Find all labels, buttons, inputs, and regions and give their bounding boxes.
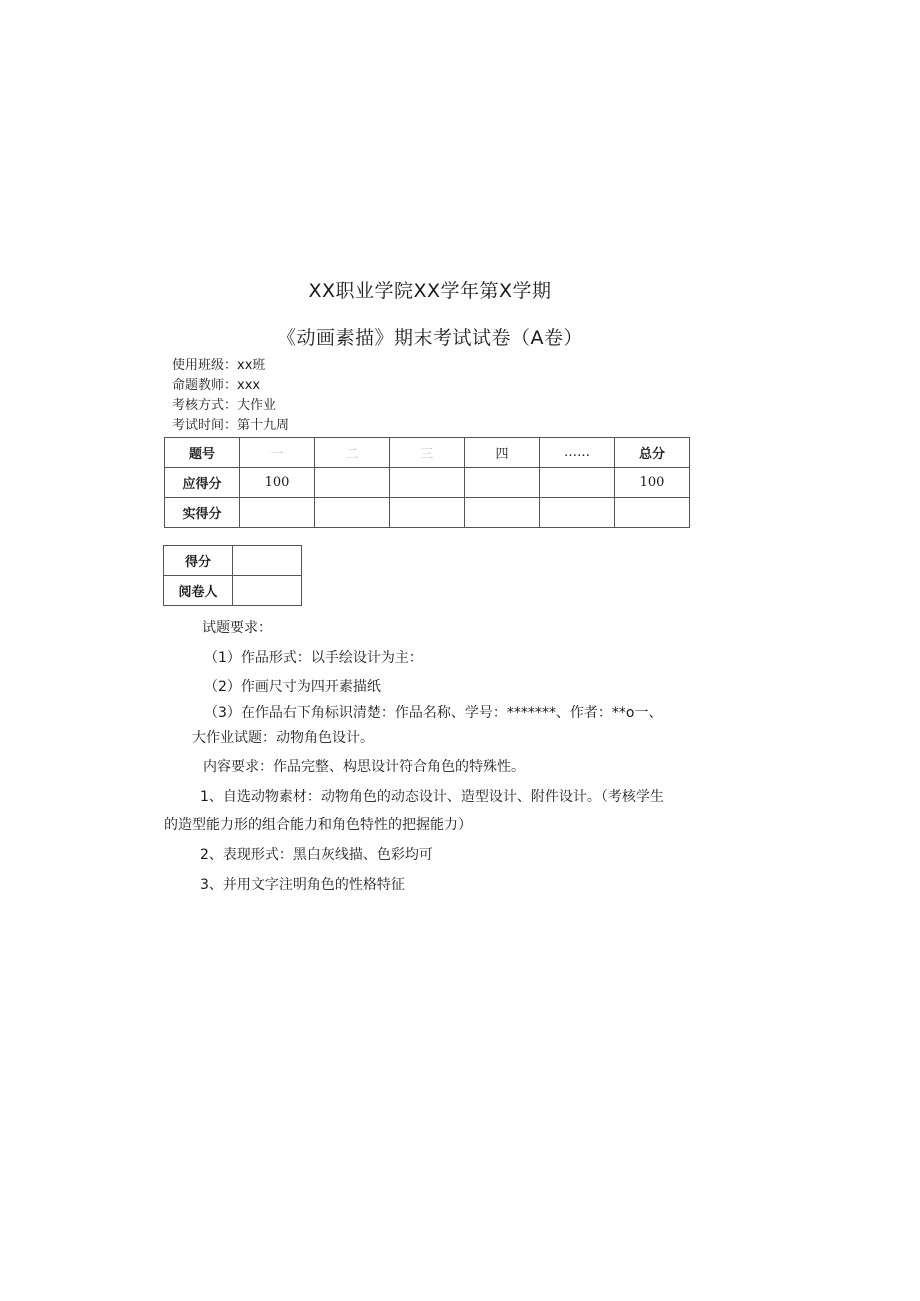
- row-header-question-number: 题号: [165, 438, 240, 468]
- row-header-actual-score: 实得分: [165, 498, 240, 528]
- meta-method: 考核方式：大作业: [172, 398, 277, 413]
- grader-name-value: [233, 576, 302, 606]
- requirement-3-line-1: （3）在作品右下角标识清楚：作品名称、学号：*******、作者：**o一、: [204, 705, 663, 721]
- expected-score-1: 100: [240, 468, 315, 498]
- item-1-line-1: 1、自选动物素材：动物角色的动态设计、造型设计、附件设计。（考核学生: [200, 789, 664, 805]
- expected-score-more: [540, 468, 615, 498]
- meta-class: 使用班级：xx班: [172, 358, 266, 373]
- grader-score-value: [233, 546, 302, 576]
- expected-score-total: 100: [615, 468, 690, 498]
- requirement-3-line-2: 大作业试题：动物角色设计。: [192, 730, 374, 746]
- actual-score-more: [540, 498, 615, 528]
- meta-time: 考试时间：第十九周: [172, 418, 290, 433]
- expected-score-2: [315, 468, 390, 498]
- actual-score-3: [390, 498, 465, 528]
- column-header-total: 总分: [615, 438, 690, 468]
- score-table-row-expected: [165, 468, 690, 498]
- actual-score-2: [315, 498, 390, 528]
- content-requirement: 内容要求：作品完整、构思设计符合角色的特殊性。: [203, 759, 525, 775]
- expected-score-3: [390, 468, 465, 498]
- item-1-line-2: 的造型能力形的组合能力和角色特性的把握能力）: [164, 817, 472, 833]
- score-table-row-question: [165, 438, 690, 468]
- score-table: [164, 437, 690, 528]
- actual-score-4: [465, 498, 540, 528]
- grader-score-label: 得分: [164, 546, 233, 576]
- grader-table: [163, 545, 302, 606]
- score-table-row-actual: [165, 498, 690, 528]
- actual-score-total: [615, 498, 690, 528]
- requirement-1: （1）作品形式：以手绘设计为主：: [204, 650, 423, 666]
- expected-score-4: [465, 468, 540, 498]
- actual-score-1: [240, 498, 315, 528]
- requirement-2: （2）作画尺寸为四开素描纸: [204, 679, 381, 695]
- item-2: 2、表现形式：黑白灰线描、色彩均可: [200, 847, 433, 863]
- exam-institution-title: XX职业学院XX学年第X学期: [308, 280, 552, 302]
- grader-row-score: [164, 546, 302, 576]
- column-header-1: 一: [240, 438, 315, 468]
- meta-teacher: 命题教师：xxx: [172, 378, 261, 393]
- column-header-3: 三: [390, 438, 465, 468]
- row-header-expected-score: 应得分: [165, 468, 240, 498]
- column-header-2: 二: [315, 438, 390, 468]
- grader-name-label: 阅卷人: [164, 576, 233, 606]
- exam-paper-title: 《动画素描》期末考试试卷（A卷）: [277, 327, 583, 349]
- column-header-more: ……: [540, 438, 615, 468]
- item-3: 3、并用文字注明角色的性格特征: [200, 877, 405, 893]
- requirements-heading: 试题要求：: [202, 620, 272, 636]
- grader-row-grader: [164, 576, 302, 606]
- column-header-4: 四: [465, 438, 540, 468]
